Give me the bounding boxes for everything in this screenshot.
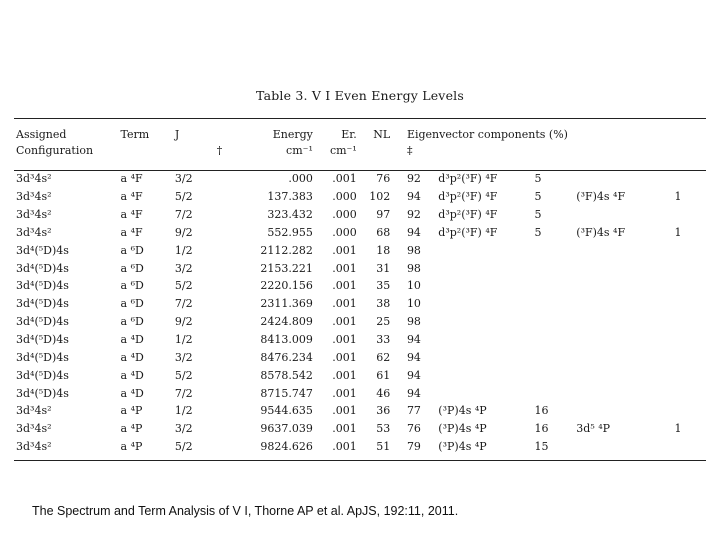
header-configuration-line2: Configuration [16, 144, 94, 157]
header-eigenvector-components: Eigenvector components (%) [406, 128, 568, 141]
configuration-cell: 3d⁴(⁵D)4s [16, 368, 69, 382]
percent-3-cell [675, 331, 706, 349]
energy-cell: 2112.282 [260, 243, 313, 257]
table-row [16, 313, 706, 331]
percent-1-cell: 98 [406, 261, 421, 275]
component-1-cell [438, 331, 534, 349]
term-cell: a ⁴D [120, 368, 144, 382]
percent-3-cell [675, 170, 706, 188]
j-cell: 3/2 [174, 261, 193, 275]
nl-cell: 68 [376, 225, 391, 239]
j-cell: 1/2 [174, 333, 193, 347]
percent-3-cell: 1 [674, 225, 682, 239]
percent-2-cell [534, 313, 576, 331]
percent-3-cell [675, 384, 706, 402]
energy-cell: 323.432 [267, 208, 313, 222]
error-cell: .001 [332, 368, 357, 382]
nl-cell: 38 [376, 297, 391, 311]
percent-2-cell: 15 [534, 440, 549, 454]
nl-cell: 53 [376, 422, 391, 436]
component-2-cell [576, 206, 674, 224]
percent-1-cell: 94 [406, 190, 421, 204]
percent-1-cell: 10 [406, 297, 421, 311]
percent-2-cell: 16 [534, 404, 549, 418]
j-cell: 3/2 [174, 422, 193, 436]
table-row [16, 438, 706, 456]
percent-3-cell: 1 [674, 422, 682, 436]
term-cell: a ⁴F [120, 225, 143, 239]
j-cell: 3/2 [174, 172, 193, 186]
term-cell: a ⁴F [120, 190, 143, 204]
percent-2-cell: 16 [534, 422, 549, 436]
component-1-cell: (³P)4s ⁴P [438, 404, 487, 418]
energy-cell: 8413.009 [260, 333, 313, 347]
percent-2-cell: 5 [534, 225, 542, 239]
percent-3-cell [675, 438, 706, 456]
error-cell: .001 [332, 386, 357, 400]
term-cell: a ⁴D [120, 333, 144, 347]
percent-1-cell: 98 [406, 243, 421, 257]
table-row [16, 348, 706, 366]
term-cell: a ⁴D [120, 350, 144, 364]
nl-cell: 62 [376, 350, 391, 364]
configuration-cell: 3d³4s² [16, 225, 52, 239]
top-rule [14, 118, 706, 119]
percent-3-cell [675, 277, 706, 295]
configuration-cell: 3d³4s² [16, 422, 52, 436]
component-1-cell [438, 277, 534, 295]
table-body [16, 170, 706, 456]
nl-cell: 36 [376, 404, 391, 418]
energy-cell: .000 [288, 172, 313, 186]
table-row [16, 331, 706, 349]
error-cell: .001 [332, 350, 357, 364]
configuration-cell: 3d⁴(⁵D)4s [16, 350, 69, 364]
component-2-cell [576, 438, 674, 456]
component-2-cell: (³F)4s ⁴F [576, 190, 626, 204]
component-1-cell [438, 366, 534, 384]
energy-cell: 552.955 [267, 225, 313, 239]
nl-cell: 33 [376, 333, 391, 347]
percent-1-cell: 76 [406, 422, 421, 436]
error-cell: .001 [332, 279, 357, 293]
component-1-cell [438, 259, 534, 277]
energy-cell: 2153.221 [260, 261, 313, 275]
j-cell: 1/2 [174, 243, 193, 257]
j-cell: 3/2 [174, 350, 193, 364]
nl-cell: 35 [376, 279, 391, 293]
percent-3-cell [675, 313, 706, 331]
error-cell: .001 [332, 243, 357, 257]
energy-cell: 8578.542 [260, 368, 313, 382]
component-2-cell [576, 170, 674, 188]
configuration-cell: 3d⁴(⁵D)4s [16, 261, 69, 275]
component-2-cell [576, 366, 674, 384]
error-cell: .001 [332, 315, 357, 329]
error-cell: .001 [332, 297, 357, 311]
energy-cell: 2311.369 [260, 297, 313, 311]
error-cell: .001 [332, 422, 357, 436]
component-1-cell [438, 241, 534, 259]
percent-1-cell: 94 [406, 386, 421, 400]
nl-cell: 31 [376, 261, 391, 275]
percent-2-cell: 5 [534, 190, 542, 204]
bottom-rule [14, 460, 706, 461]
j-cell: 7/2 [174, 208, 193, 222]
nl-cell: 102 [369, 190, 391, 204]
term-cell: a ⁴P [120, 440, 143, 454]
term-cell: a ⁶D [120, 261, 144, 275]
energy-cell: 9544.635 [260, 404, 313, 418]
nl-cell: 76 [376, 172, 391, 186]
configuration-cell: 3d⁴(⁵D)4s [16, 297, 69, 311]
component-1-cell [438, 313, 534, 331]
component-2-cell: 3d⁵ ⁴P [576, 422, 611, 436]
j-cell: 5/2 [174, 368, 193, 382]
header-j: J [174, 128, 180, 141]
energy-cell: 9637.039 [260, 422, 313, 436]
percent-2-cell [534, 241, 576, 259]
table-row [16, 224, 706, 242]
term-cell: a ⁴D [120, 386, 144, 400]
component-1-cell: (³P)4s ⁴P [438, 440, 487, 454]
configuration-cell: 3d⁴(⁵D)4s [16, 315, 69, 329]
nl-cell: 61 [376, 368, 391, 382]
configuration-cell: 3d⁴(⁵D)4s [16, 279, 69, 293]
component-2-cell: (³F)4s ⁴F [576, 225, 626, 239]
table-row [16, 206, 706, 224]
table-row [16, 295, 706, 313]
component-1-cell: d³p²(³F) ⁴F [438, 225, 498, 239]
energy-cell: 8715.747 [260, 386, 313, 400]
error-cell: .001 [332, 404, 357, 418]
percent-1-cell: 94 [406, 350, 421, 364]
nl-cell: 18 [376, 243, 391, 257]
error-cell: .001 [332, 172, 357, 186]
percent-1-cell: 10 [406, 279, 421, 293]
percent-2-cell: 5 [534, 208, 542, 222]
percent-2-cell [534, 366, 576, 384]
component-1-cell [438, 384, 534, 402]
energy-cell: 8476.234 [260, 350, 313, 364]
component-2-cell [576, 259, 674, 277]
configuration-cell: 3d⁴(⁵D)4s [16, 243, 69, 257]
configuration-cell: 3d³4s² [16, 404, 52, 418]
component-2-cell [576, 277, 674, 295]
energy-cell: 9824.626 [260, 440, 313, 454]
percent-3-cell [675, 402, 706, 420]
error-cell: .000 [332, 225, 357, 239]
percent-3-cell [675, 295, 706, 313]
percent-1-cell: 98 [406, 315, 421, 329]
percent-1-cell: 94 [406, 368, 421, 382]
table-row [16, 402, 706, 420]
percent-1-cell: 92 [406, 208, 421, 222]
j-cell: 1/2 [174, 404, 193, 418]
percent-2-cell [534, 331, 576, 349]
error-cell: .001 [332, 333, 357, 347]
header-er-line1: Er. [341, 128, 357, 141]
j-cell: 9/2 [174, 225, 193, 239]
configuration-cell: 3d⁴(⁵D)4s [16, 333, 69, 347]
table-row [16, 277, 706, 295]
citation-footer: The Spectrum and Term Analysis of V I, Thorne AP et al. ApJS, 192:11, 2011. [32, 504, 459, 518]
table-row [16, 259, 706, 277]
term-cell: a ⁶D [120, 297, 144, 311]
nl-cell: 46 [376, 386, 391, 400]
percent-1-cell: 94 [406, 333, 421, 347]
energy-cell: 2220.156 [260, 279, 313, 293]
error-cell: .001 [332, 440, 357, 454]
percent-2-cell: 5 [534, 172, 542, 186]
percent-2-cell [534, 259, 576, 277]
term-cell: a ⁴P [120, 404, 143, 418]
j-cell: 7/2 [174, 386, 193, 400]
error-cell: .000 [332, 190, 357, 204]
percent-2-cell [534, 384, 576, 402]
percent-3-cell: 1 [674, 190, 682, 204]
table-title: Table 3. V I Even Energy Levels [256, 88, 464, 103]
configuration-cell: 3d⁴(⁵D)4s [16, 386, 69, 400]
header-configuration-line1: Assigned [16, 128, 67, 141]
error-cell: .000 [332, 208, 357, 222]
percent-1-cell: 92 [406, 172, 421, 186]
configuration-cell: 3d³4s² [16, 440, 52, 454]
configuration-cell: 3d³4s² [16, 172, 52, 186]
component-2-cell [576, 384, 674, 402]
component-1-cell [438, 295, 534, 313]
percent-3-cell [675, 366, 706, 384]
term-cell: a ⁴F [120, 172, 143, 186]
component-1-cell: (³P)4s ⁴P [438, 422, 487, 436]
component-1-cell: d³p²(³F) ⁴F [438, 190, 498, 204]
table-row [16, 384, 706, 402]
percent-3-cell [675, 241, 706, 259]
table-row [16, 188, 706, 206]
component-2-cell [576, 241, 674, 259]
term-cell: a ⁶D [120, 315, 144, 329]
component-2-cell [576, 295, 674, 313]
component-2-cell [576, 331, 674, 349]
header-term: Term [120, 128, 150, 141]
energy-levels-table [16, 128, 706, 456]
header-energy-unit: cm⁻¹ [286, 144, 313, 157]
percent-2-cell [534, 348, 576, 366]
term-cell: a ⁴P [120, 422, 143, 436]
nl-cell: 97 [376, 208, 391, 222]
table-row [16, 366, 706, 384]
energy-cell: 137.383 [267, 190, 313, 204]
configuration-cell: 3d³4s² [16, 208, 52, 222]
table-row [16, 170, 706, 188]
nl-cell: 25 [376, 315, 391, 329]
term-cell: a ⁴F [120, 208, 143, 222]
j-cell: 5/2 [174, 279, 193, 293]
term-cell: a ⁶D [120, 243, 144, 257]
percent-3-cell [675, 206, 706, 224]
header-energy-line1: Energy [272, 128, 313, 141]
table-row [16, 420, 706, 438]
percent-1-cell: 94 [406, 225, 421, 239]
header-er-unit: cm⁻¹ [329, 144, 357, 157]
term-cell: a ⁶D [120, 279, 144, 293]
percent-3-cell [675, 259, 706, 277]
component-2-cell [576, 313, 674, 331]
percent-1-cell: 77 [406, 404, 421, 418]
component-1-cell: d³p²(³F) ⁴F [438, 172, 498, 186]
header-double-dagger: ‡ [406, 144, 413, 157]
j-cell: 7/2 [174, 297, 193, 311]
component-2-cell [576, 402, 674, 420]
energy-cell: 2424.809 [260, 315, 313, 329]
percent-3-cell [675, 348, 706, 366]
configuration-cell: 3d³4s² [16, 190, 52, 204]
header-nl: NL [373, 128, 391, 141]
component-1-cell: d³p²(³F) ⁴F [438, 208, 498, 222]
j-cell: 9/2 [174, 315, 193, 329]
component-1-cell [438, 348, 534, 366]
j-cell: 5/2 [174, 440, 193, 454]
header-dagger: † [216, 144, 223, 157]
table-header [16, 128, 706, 170]
component-2-cell [576, 348, 674, 366]
percent-1-cell: 79 [406, 440, 421, 454]
error-cell: .001 [332, 261, 357, 275]
j-cell: 5/2 [174, 190, 193, 204]
table-row [16, 241, 706, 259]
nl-cell: 51 [376, 440, 391, 454]
percent-2-cell [534, 277, 576, 295]
percent-2-cell [534, 295, 576, 313]
